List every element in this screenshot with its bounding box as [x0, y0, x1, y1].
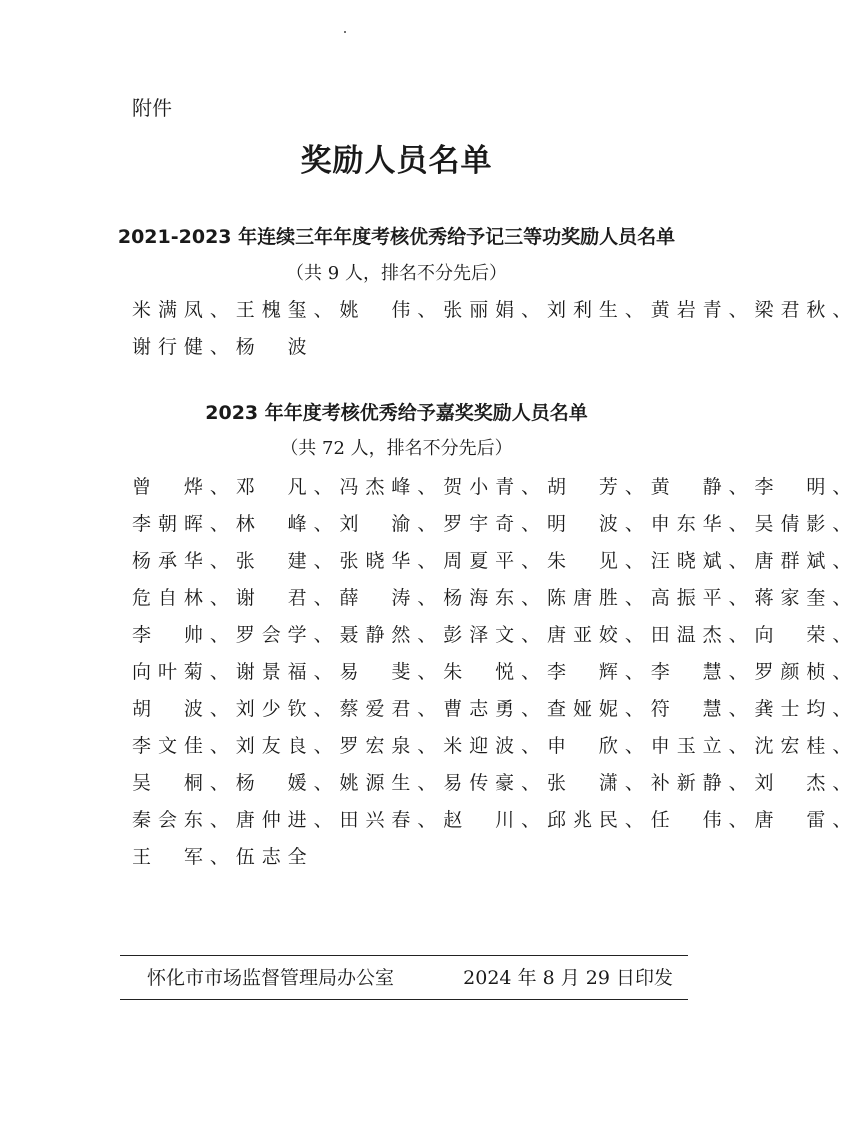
names-list-commendation — [132, 469, 852, 876]
name-line: 吴 桐 、 杨 媛 、 姚 源 生 、 易 传 豪 、 张 潇 、 补 新 静 、 刘 杰 、 — [132, 772, 852, 794]
footer-issuer: 怀化市市场监督管理局办公室 — [147, 967, 395, 989]
name-line: 米 满 凤 、 王 槐 玺 、 姚 伟 、 张 丽 娟 、 刘 利 生 、 黄 岩 青 、 梁 君 秋 、 — [132, 299, 852, 321]
name-line: 王 军 、 伍 志 全 — [132, 846, 307, 868]
document-title: 奖励人员名单 — [300, 143, 493, 179]
name-line: 李 朝 晖 、 林 峰 、 刘 渝 、 罗 宇 奇 、 明 波 、 申 东 华 、 吴 倩 影 、 — [132, 513, 852, 535]
name-line: 危 自 林 、 谢 君 、 薛 涛 、 杨 海 东 、 陈 唐 胜 、 高 振 平 、 蒋 家 奎 、 — [132, 587, 852, 609]
attachment-label: 附件 — [132, 96, 172, 120]
name-line: 杨 承 华 、 张 建 、 张 晓 华 、 周 夏 平 、 朱 见 、 汪 晓 斌 、 唐 群 斌 、 — [132, 550, 852, 572]
section-title-commendation: 2023 年年度考核优秀给予嘉奖奖励人员名单 — [205, 402, 588, 424]
footer-date: 2024 年 8 月 29 日印发 — [463, 967, 673, 989]
scan-speck — [344, 31, 346, 33]
name-line: 李 帅 、 罗 会 学 、 聂 静 然 、 彭 泽 文 、 唐 亚 姣 、 田 温 杰 、 向 荣 、 — [132, 624, 852, 646]
footer-top-rule — [120, 955, 688, 956]
name-line: 曾 烨 、 邓 凡 、 冯 杰 峰 、 贺 小 青 、 胡 芳 、 黄 静 、 李 明 、 — [132, 476, 852, 498]
name-line: 秦 会 东 、 唐 仲 进 、 田 兴 春 、 赵 川 、 邱 兆 民 、 任 伟 、 唐 雷 、 — [132, 809, 852, 831]
names-list-merit — [132, 292, 852, 366]
section-note-merit: （共 9 人，排名不分先后） — [286, 263, 507, 284]
name-line: 李 文 佳 、 刘 友 良 、 罗 宏 泉 、 米 迎 波 、 申 欣 、 申 玉 立 、 沈 宏 桂 、 — [132, 735, 852, 757]
footer-bottom-rule — [120, 999, 688, 1000]
name-line: 向 叶 菊 、 谢 景 福 、 易 斐 、 朱 悦 、 李 辉 、 李 慧 、 罗 颜 桢 、 — [132, 661, 852, 683]
name-line: 谢 行 健 、 杨 波 — [132, 336, 307, 358]
section-note-commendation: （共 72 人，排名不分先后） — [280, 438, 513, 459]
name-line: 胡 波 、 刘 少 钦 、 蔡 爱 君 、 曹 志 勇 、 查 娅 妮 、 符 慧 、 龚 士 均 、 — [132, 698, 852, 720]
section-title-merit: 2021-2023 年连续三年年度考核优秀给予记三等功奖励人员名单 — [117, 226, 676, 248]
